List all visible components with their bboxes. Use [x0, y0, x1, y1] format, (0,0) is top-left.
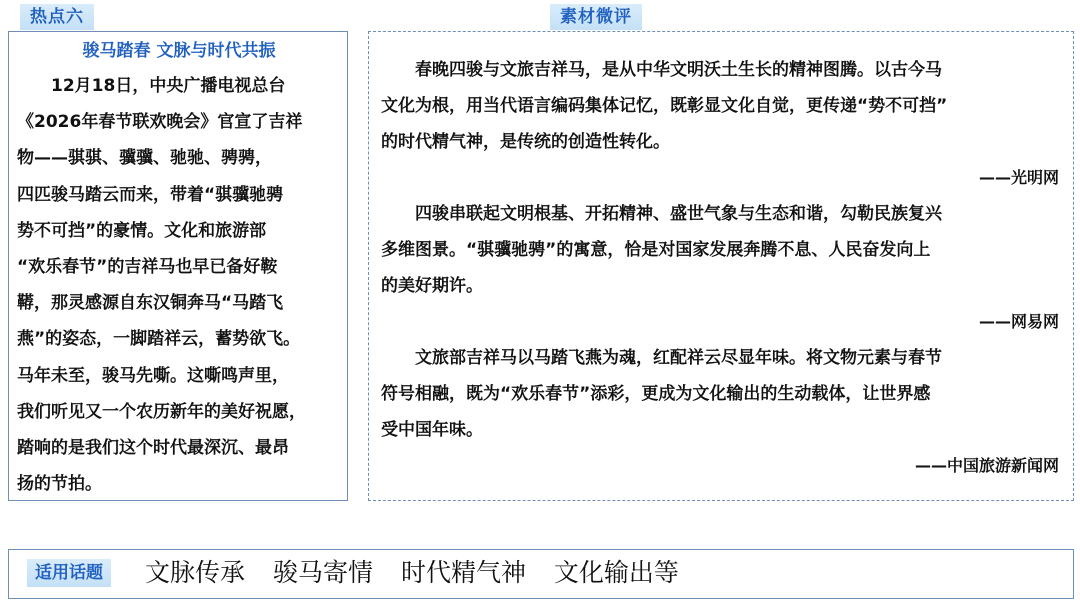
commentary-line: 春晚四骏与文旅吉祥马，是从中华文明沃土生长的精神图腾。以古今马 — [381, 60, 942, 80]
commentary-source: ——网易网 — [978, 312, 1059, 331]
commentary-source: ——光明网 — [978, 168, 1059, 187]
story-line: 踏响的是我们这个时代最深沉、最昂 — [17, 438, 289, 459]
story-title: 骏马踏春 文脉与时代共振 — [82, 41, 276, 61]
topic-item: 骏马寄情 — [272, 558, 373, 587]
topic-item: 文脉传承 — [145, 558, 246, 587]
commentary-source: ——中国旅游新闻网 — [914, 456, 1059, 475]
section-tag-commentary: 素材微评 — [550, 4, 642, 30]
story-line: 《2026年春节联欢晚会》官宣了吉祥 — [17, 112, 303, 133]
story-line: “欢乐春节”的吉祥马也早已备好鞍 — [17, 257, 278, 278]
story-line: 四匹骏马踏云而来，带着“骐骥驰骋 — [17, 184, 284, 205]
topics-bar — [8, 549, 1074, 599]
commentary-block — [381, 196, 1061, 340]
commentary-line: 文化为根，用当代语言编码集体记忆，既彰显文化自觉，更传递“势不可挡” — [381, 96, 948, 116]
commentary-block — [381, 340, 1061, 484]
story-line: 势不可挡”的豪情。文化和旅游部 — [17, 220, 267, 241]
commentary-line: 的时代精气神，是传统的创造性转化。 — [381, 132, 670, 152]
commentary-line: 的美好期许。 — [381, 276, 483, 296]
story-line: 燕”的姿态，一脚踏祥云，蓄势欲飞。 — [17, 329, 301, 350]
story-line: 鞯，那灵感源自东汉铜奔马“马踏飞 — [17, 293, 284, 314]
commentary-line: 四骏串联起文明根基、开拓精神、盛世气象与生态和谐，勾勒民族复兴 — [381, 204, 942, 224]
commentary-line: 符号相融，既为“欢乐春节”添彩，更成为文化输出的生动载体，让世界感 — [381, 384, 931, 404]
story-line: 我们听见又一个农历新年的美好祝愿， — [17, 401, 306, 422]
story-line: 物——骐骐、骥骥、驰驰、骋骋， — [17, 148, 272, 169]
commentary-panel — [368, 31, 1074, 501]
commentary-block — [381, 52, 1061, 196]
topic-item: 文化输出等 — [553, 558, 679, 587]
commentary-line: 受中国年味。 — [381, 420, 483, 440]
commentary-line: 多维图景。“骐骥驰骋”的寓意，恰是对国家发展奔腾不息、人民奋发向上 — [381, 240, 931, 260]
commentary-line: 文旅部吉祥马以马踏飞燕为魂，红配祥云尽显年味。将文物元素与春节 — [381, 348, 942, 368]
story-line: 马年未至，骏马先嘶。这嘶鸣声里， — [17, 365, 289, 386]
story-panel — [8, 31, 348, 501]
section-tag-hotspot: 热点六 — [20, 4, 94, 30]
topics-label: 适用话题 — [27, 559, 111, 587]
topic-item: 时代精气神 — [400, 558, 526, 587]
topics-list — [145, 556, 699, 590]
story-line: 扬的节拍。 — [17, 474, 102, 495]
story-line: 12月18日，中央广播电视总台 — [17, 76, 286, 96]
